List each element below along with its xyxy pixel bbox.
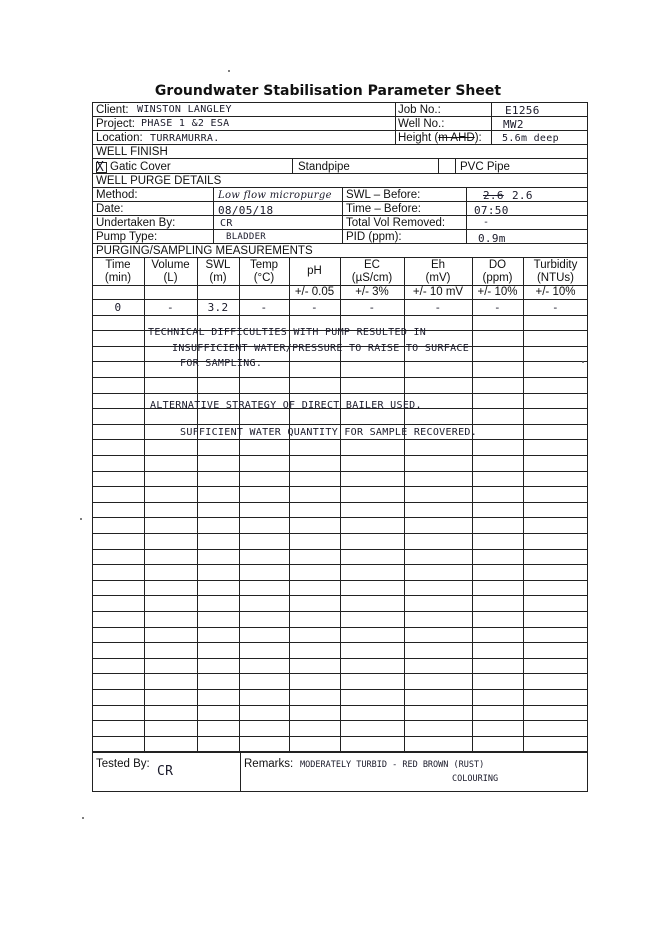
undertaken-by-label: Undertaken By: [96,217,176,229]
grid-line [240,752,241,792]
grid-line [92,144,588,145]
time-before-value: 07:50 [474,204,509,217]
swl-before-label: SWL – Before: [346,189,421,201]
column-header-name: EC [364,259,380,271]
column-header-tolerance: +/- 10 mV [412,286,464,298]
total-vol-label: Total Vol Removed: [346,217,446,229]
column-header-unit: (µS/cm) [351,272,393,284]
column-header-tolerance: +/- 3% [355,286,389,298]
swl-before-struck-value: 2.6 [483,189,504,202]
column-header-tolerance: +/- 10% [477,286,518,298]
column-header-unit: (mV) [425,272,451,284]
column-header-name: Turbidity [533,259,578,271]
grid-line [92,752,588,753]
well-no-value: MW2 [503,118,524,131]
column-header-name: Eh [430,259,446,271]
note-line-3: FOR SAMPLING. [180,358,263,369]
tested-by-value: CR [157,764,174,779]
method-value: Low flow micropurge [218,190,332,201]
pump-type-label: Pump Type: [96,231,158,243]
date-label: Date: [96,203,124,215]
column-header-name: Time [105,259,131,271]
project-label: Project: [96,118,135,130]
pid-label: PID (ppm): [346,231,402,243]
column-header-name: Temp [249,259,279,271]
scan-speck [82,817,84,819]
column-header-name: pH [307,265,322,277]
grid-line [92,215,588,216]
client-label: Client: [96,104,129,116]
location-value: TURRAMURRA. [150,133,220,144]
column-header-unit: (m) [209,272,227,284]
column-header-unit: (min) [104,272,132,284]
column-header-name: DO [488,259,507,271]
scan-speck [582,361,584,363]
grid-line [491,102,492,144]
client-value: WINSTON LANGLEY [137,104,232,115]
grid-line [213,187,214,243]
note-line-5: SUFFICIENT WATER QUANTITY FOR SAMPLE RECOVERED. [180,427,478,438]
well-no-label: Well No.: [398,118,445,130]
grid-line [342,187,343,243]
column-header-name: SWL [205,259,231,271]
gatic-cover-check-mark: X [96,160,105,175]
table-cell: - [494,301,501,314]
sheet-title: Groundwater Stabilisation Parameter Sheet [154,83,502,99]
grid-line [292,158,293,173]
table-cell: - [167,301,174,314]
pid-value: 0.9m [478,232,506,245]
total-vol-value: - [483,217,490,228]
well-finish-heading: WELL FINISH [96,146,168,158]
undertaken-by-value: CR [220,218,233,229]
column-header-tolerance: +/- 10% [535,286,576,298]
tested-by-label: Tested By: [96,758,150,770]
column-header-tolerance: +/- 0.05 [294,286,335,298]
remarks-value-line-1: MODERATELY TURBID - RED BROWN (RUST) [300,760,485,770]
note-line-2: INSUFFICIENT WATER/PRESSURE TO RAISE TO SURFACE [172,343,470,354]
pvc-pipe-label: PVC Pipe [460,161,510,173]
standpipe-label: Standpipe [298,161,350,173]
remarks-value-line-2: COLOURING [452,774,499,784]
grid-line [438,158,439,173]
grid-line [144,257,145,752]
method-label: Method: [96,189,138,201]
column-header-unit: (°C) [253,272,275,284]
gatic-cover-label: Gatic Cover [110,161,171,173]
column-header-unit: (ppm) [482,272,513,284]
project-value: PHASE 1 &2 ESA [141,118,230,129]
location-label: Location: [96,132,143,144]
column-header-name: Volume [151,259,190,271]
pump-type-value: BLADDER [226,232,267,242]
scan-speck [80,518,82,520]
table-cell: 3.2 [207,301,229,314]
table-cell: 0 [114,301,122,314]
job-no-value: E1256 [505,104,540,117]
table-cell: - [368,301,376,314]
table-cell: - [434,301,442,314]
job-no-label: Job No.: [398,104,441,116]
grid-line [466,187,467,243]
note-line-4: ALTERNATIVE STRATEGY OF DIRECT BAILER USED. [150,400,422,411]
date-value: 08/05/18 [218,204,274,217]
height-label: Height (m AHD): [398,132,482,144]
grid-line [455,158,456,173]
column-header-unit: (NTUs) [536,272,575,284]
time-before-label: Time – Before: [346,203,421,215]
well-purge-heading: WELL PURGE DETAILS [96,175,222,187]
table-cell: - [311,301,318,314]
height-value: 5.6m deep [502,133,559,144]
grid-line [395,102,396,144]
grid-line [92,243,588,244]
grid-line [472,257,473,752]
measurements-heading: PURGING/SAMPLING MEASUREMENTS [96,245,313,257]
table-cell: - [260,301,268,314]
swl-before-value: 2.6 [512,189,533,202]
grid-line [523,257,524,752]
scan-speck [228,70,230,72]
table-cell: - [552,301,559,314]
note-line-1: TECHNICAL DIFFICULTIES WITH PUMP RESULTED IN [148,327,427,338]
remarks-label: Remarks: [244,758,294,770]
column-header-unit: (L) [163,272,178,284]
